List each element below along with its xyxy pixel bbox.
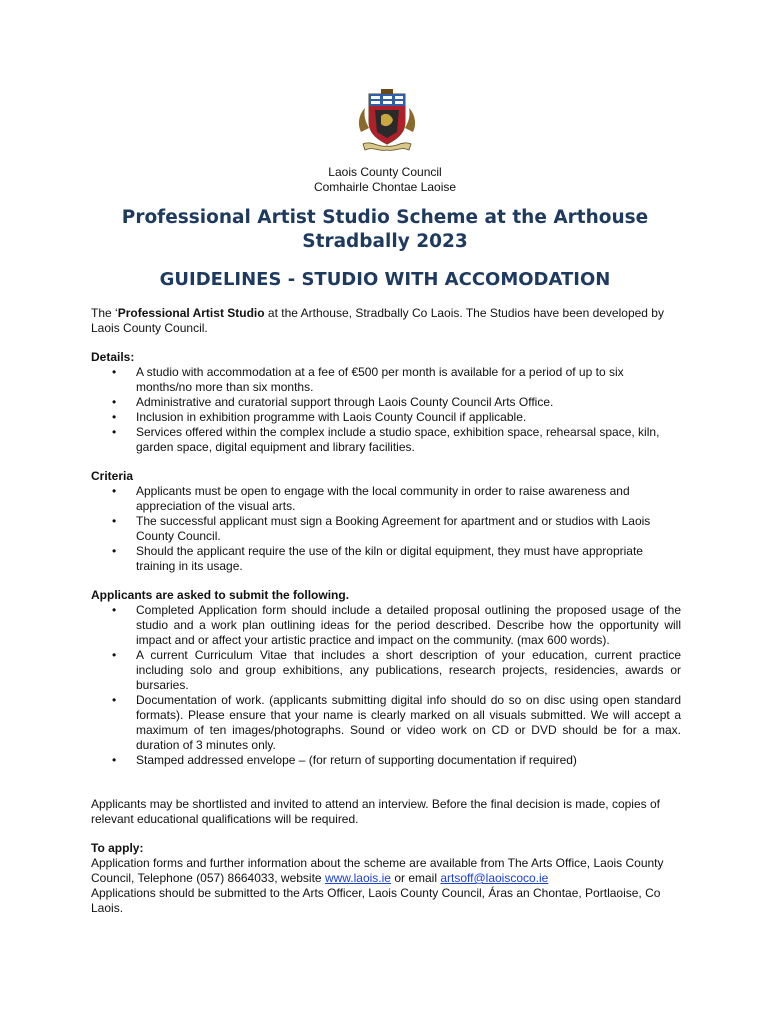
document-body: [91, 306, 681, 916]
council-name-irish: Comhairle Chontae Laoise: [313, 180, 457, 194]
email-link[interactable]: artsoff@laoiscoco.ie: [440, 871, 549, 885]
page-title: Professional Artist Studio Scheme at the Arthouse Stradbally 2023: [121, 207, 649, 252]
apply-mid: or email: [390, 871, 441, 885]
crest-icon: [355, 88, 419, 154]
list-item: • Administrative and curatorial support through Laois County Council Arts Office.: [91, 395, 681, 410]
council-crest: [355, 88, 419, 154]
details-list: [91, 365, 681, 455]
apply-heading: To apply:: [91, 841, 144, 855]
list-item: • Should the applicant require the use of the kiln or digital equipment, they must have appropriate training in its usage.: [91, 544, 681, 574]
list-item: • A studio with accommodation at a fee of €500 per month is available for a period of up to six months/no more than six months.: [91, 365, 681, 395]
apply-paragraph: [91, 856, 681, 886]
apply-line1: Application forms and further information about the scheme are available from The Arts Office, Laois County Council, Telephone (057) 8664033, website: [91, 856, 664, 885]
intro-paragraph: [91, 306, 681, 336]
criteria-heading: Criteria: [91, 469, 134, 483]
submit-list: [91, 603, 681, 768]
list-item: • Completed Application form should include a detailed proposal outlining the proposed usage of the studio and a work plan outlining ideas for the period described. Describe how the opportunity will impact and or affect your artistic practice and impact on the community. (max 600 words).: [91, 603, 681, 648]
intro-rest: at the Arthouse, Stradbally Co Laois. The Studios have been developed by Laois County Council.: [91, 306, 664, 335]
list-item: • Documentation of work. (applicants submitting digital info should do so on disc using open standard formats). Please ensure that your name is clearly marked on all visuals submitted. We will accept a maximum of ten images/photographs. Sound or video work on CD or DVD should be for a max. duration of 3 minutes only.: [91, 693, 681, 753]
list-item: • The successful applicant must sign a Booking Agreement for apartment and or studios with Laois County Council.: [91, 514, 681, 544]
shortlist-paragraph: Applicants may be shortlisted and invited to attend an interview. Before the final decision is made, copies of relevant educational qualifications will be required.: [91, 797, 660, 826]
list-item: • Stamped addressed envelope – (for return of supporting documentation if required): [91, 753, 681, 768]
criteria-list: [91, 484, 681, 574]
list-item: • Services offered within the complex include a studio space, exhibition space, rehearsal space, kiln, garden space, digital equipment and library facilities.: [91, 425, 681, 455]
apply-submission-paragraph: Applications should be submitted to the Arts Officer, Laois County Council, Áras an Chontae, Portlaoise, Co Laois.: [91, 886, 661, 915]
list-item: • Inclusion in exhibition programme with Laois County Council if applicable.: [91, 410, 681, 425]
website-link[interactable]: www.laois.ie: [324, 871, 391, 885]
intro-bold: Professional Artist Studio: [117, 306, 265, 320]
list-item: • A current Curriculum Vitae that includes a short description of your education, current practice including solo and group exhibitions, any publications, research projects, residencies, awards or bursaries.: [91, 648, 681, 693]
details-heading: Details:: [91, 350, 135, 364]
page-subtitle: GUIDELINES - STUDIO WITH ACCOMODATION: [159, 269, 611, 290]
intro-prefix: The ‘: [91, 306, 118, 320]
list-item: • Applicants must be open to engage with the local community in order to raise awareness and appreciation of the visual arts.: [91, 484, 681, 514]
submit-heading: Applicants are asked to submit the following.: [91, 588, 350, 602]
council-name-english: Laois County Council: [328, 165, 442, 179]
council-name-block: [0, 165, 770, 195]
